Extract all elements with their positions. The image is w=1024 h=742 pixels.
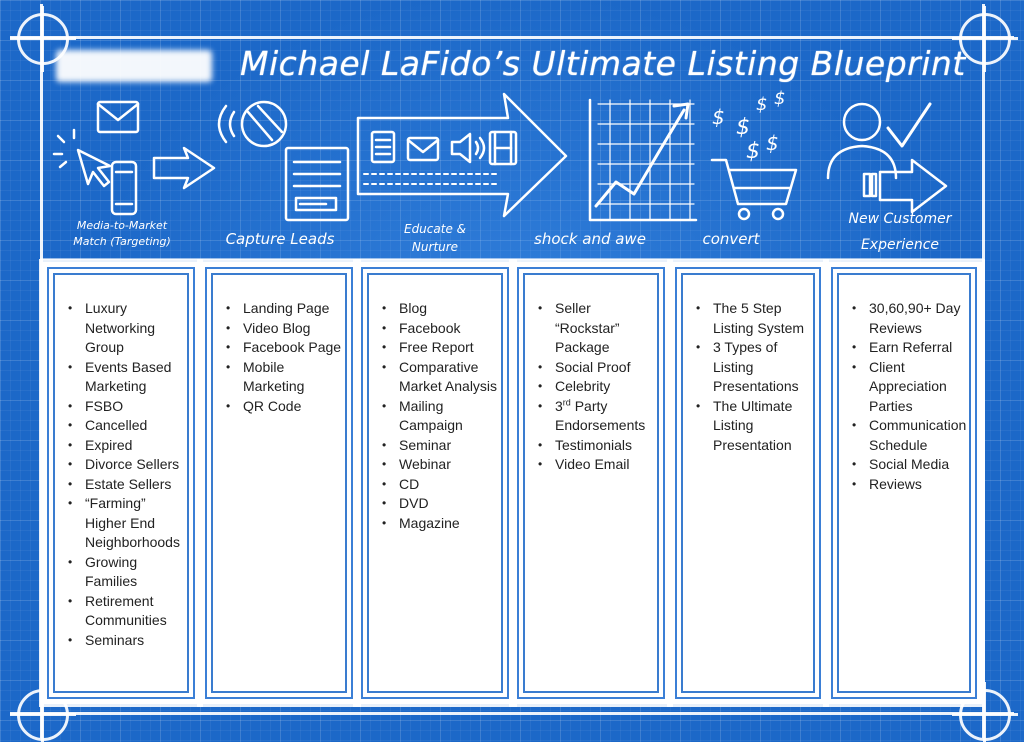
list-item: • Retirement Communities [85,592,185,631]
list-item: • Celebrity [555,377,655,397]
stage-label-4 [518,230,662,248]
document-icon [372,132,394,162]
svg-text:$: $ [756,94,768,115]
list-item: • Growing Families [85,553,185,592]
list-item: • Video Email [555,455,655,475]
list-item: • Communication Schedule [869,416,967,455]
dollar-sign-icon [712,88,785,164]
list-item: • Video Blog [243,319,343,339]
svg-text:$: $ [736,115,750,140]
form-page-icon [286,148,348,220]
stage-label-6-line-2: Experience [860,237,940,253]
list-item: • Facebook Page [243,338,343,358]
panel-4-list [533,299,655,475]
list-item: • Mailing Campaign [399,397,499,436]
stage-label-3 [370,220,500,256]
list-item: • Landing Page [243,299,343,319]
list-item: • FSBO [85,397,185,417]
list-item: • The 5 Step Listing System [713,299,811,338]
film-icon [490,132,516,164]
list-item: • Expired [85,436,185,456]
arrow-outline-icon [864,160,946,212]
panel-2-list [221,299,343,416]
panel-5-list [691,299,811,455]
list-item: • Seminars [85,631,185,651]
list-item: • Earn Referral [869,338,967,358]
list-item: • The Ultimate Listing Presentation [713,397,811,456]
stage-panel-2 [200,262,358,704]
shopping-cart-icon [712,160,796,219]
list-item: • Seller “Rockstar” Package [555,299,655,358]
panel-1-list [63,299,185,650]
page-title: Michael LaFido’s Ultimate Listing Blueprint [240,44,966,83]
stage-label-1-line-1: Media-to-Market [76,219,168,232]
list-item: • Webinar [399,455,499,475]
stage-label-3-line-2: Nurture [411,240,459,254]
panel-6-inner [837,273,971,693]
list-item: • CD [399,475,499,495]
svg-text:$: $ [774,88,786,109]
person-icon [828,104,896,178]
svg-text:$: $ [746,139,760,164]
stage-label-5-line-1: convert [702,230,760,248]
list-item: • Testimonials [555,436,655,456]
list-item: • Luxury Networking Group [85,299,185,358]
list-item: • 3 Types of Listing Presentations [713,338,811,397]
svg-text:$: $ [712,105,725,129]
list-item: • Mobile Marketing [243,358,343,397]
panel-5-inner [681,273,815,693]
stage-panel-3 [356,262,514,704]
stage-panel-1 [42,262,200,704]
gift-sound-icon [219,102,286,146]
stage-panel-4 [512,262,670,704]
panel-4-inner [523,273,659,693]
list-item: • DVD [399,494,499,514]
list-item: • Social Media [869,455,967,475]
smartphone-icon [112,162,136,214]
list-item: • Reviews [869,475,967,495]
list-item: • Estate Sellers [85,475,185,495]
stage-label-3-line-1: Educate & [403,222,466,236]
panel-3-list [377,299,499,533]
list-item: • Seminar [399,436,499,456]
list-item: • Facebook [399,319,499,339]
list-item: • Blog [399,299,499,319]
panel-3-inner [367,273,503,693]
svg-text:$: $ [766,131,779,155]
panel-1-inner [53,273,189,693]
list-item: • QR Code [243,397,343,417]
list-item: • 3rd Party Endorsements [555,397,655,436]
list-item: • Events Based Marketing [85,358,185,397]
mail-icon [408,138,438,160]
stage-label-6 [836,206,964,258]
list-item: • Divorce Sellers [85,455,185,475]
stage-label-2 [205,230,355,248]
stage-label-1 [52,218,192,250]
arrow-right-icon [154,148,214,188]
panel-2-inner [211,273,347,693]
speaker-icon [452,134,484,162]
checkmark-icon [888,104,930,146]
stage-label-6-line-1: New Customer [848,211,952,227]
cursor-click-icon [54,130,110,186]
panel-6-list [847,299,967,494]
growth-chart-icon [590,100,696,220]
stage-label-4-line-1: shock and awe [534,230,646,248]
stage-label-5 [676,230,786,248]
list-item: • Comparative Market Analysis [399,358,499,397]
stage-label-2-line-1: Capture Leads [225,230,335,248]
list-item: • “Farming” Higher End Neighborhoods [85,494,185,553]
list-item: • Cancelled [85,416,185,436]
stage-panel-5 [670,262,826,704]
list-item: • Free Report [399,338,499,358]
list-item: • Client Appreciation Parties [869,358,967,417]
list-item: • 30,60,90+ Day Reviews [869,299,967,338]
stage-panel-6 [826,262,982,704]
list-item: • Magazine [399,514,499,534]
envelope-icon [98,102,138,132]
list-item: • Social Proof [555,358,655,378]
stage-label-1-line-2: Match (Targeting) [73,235,171,248]
